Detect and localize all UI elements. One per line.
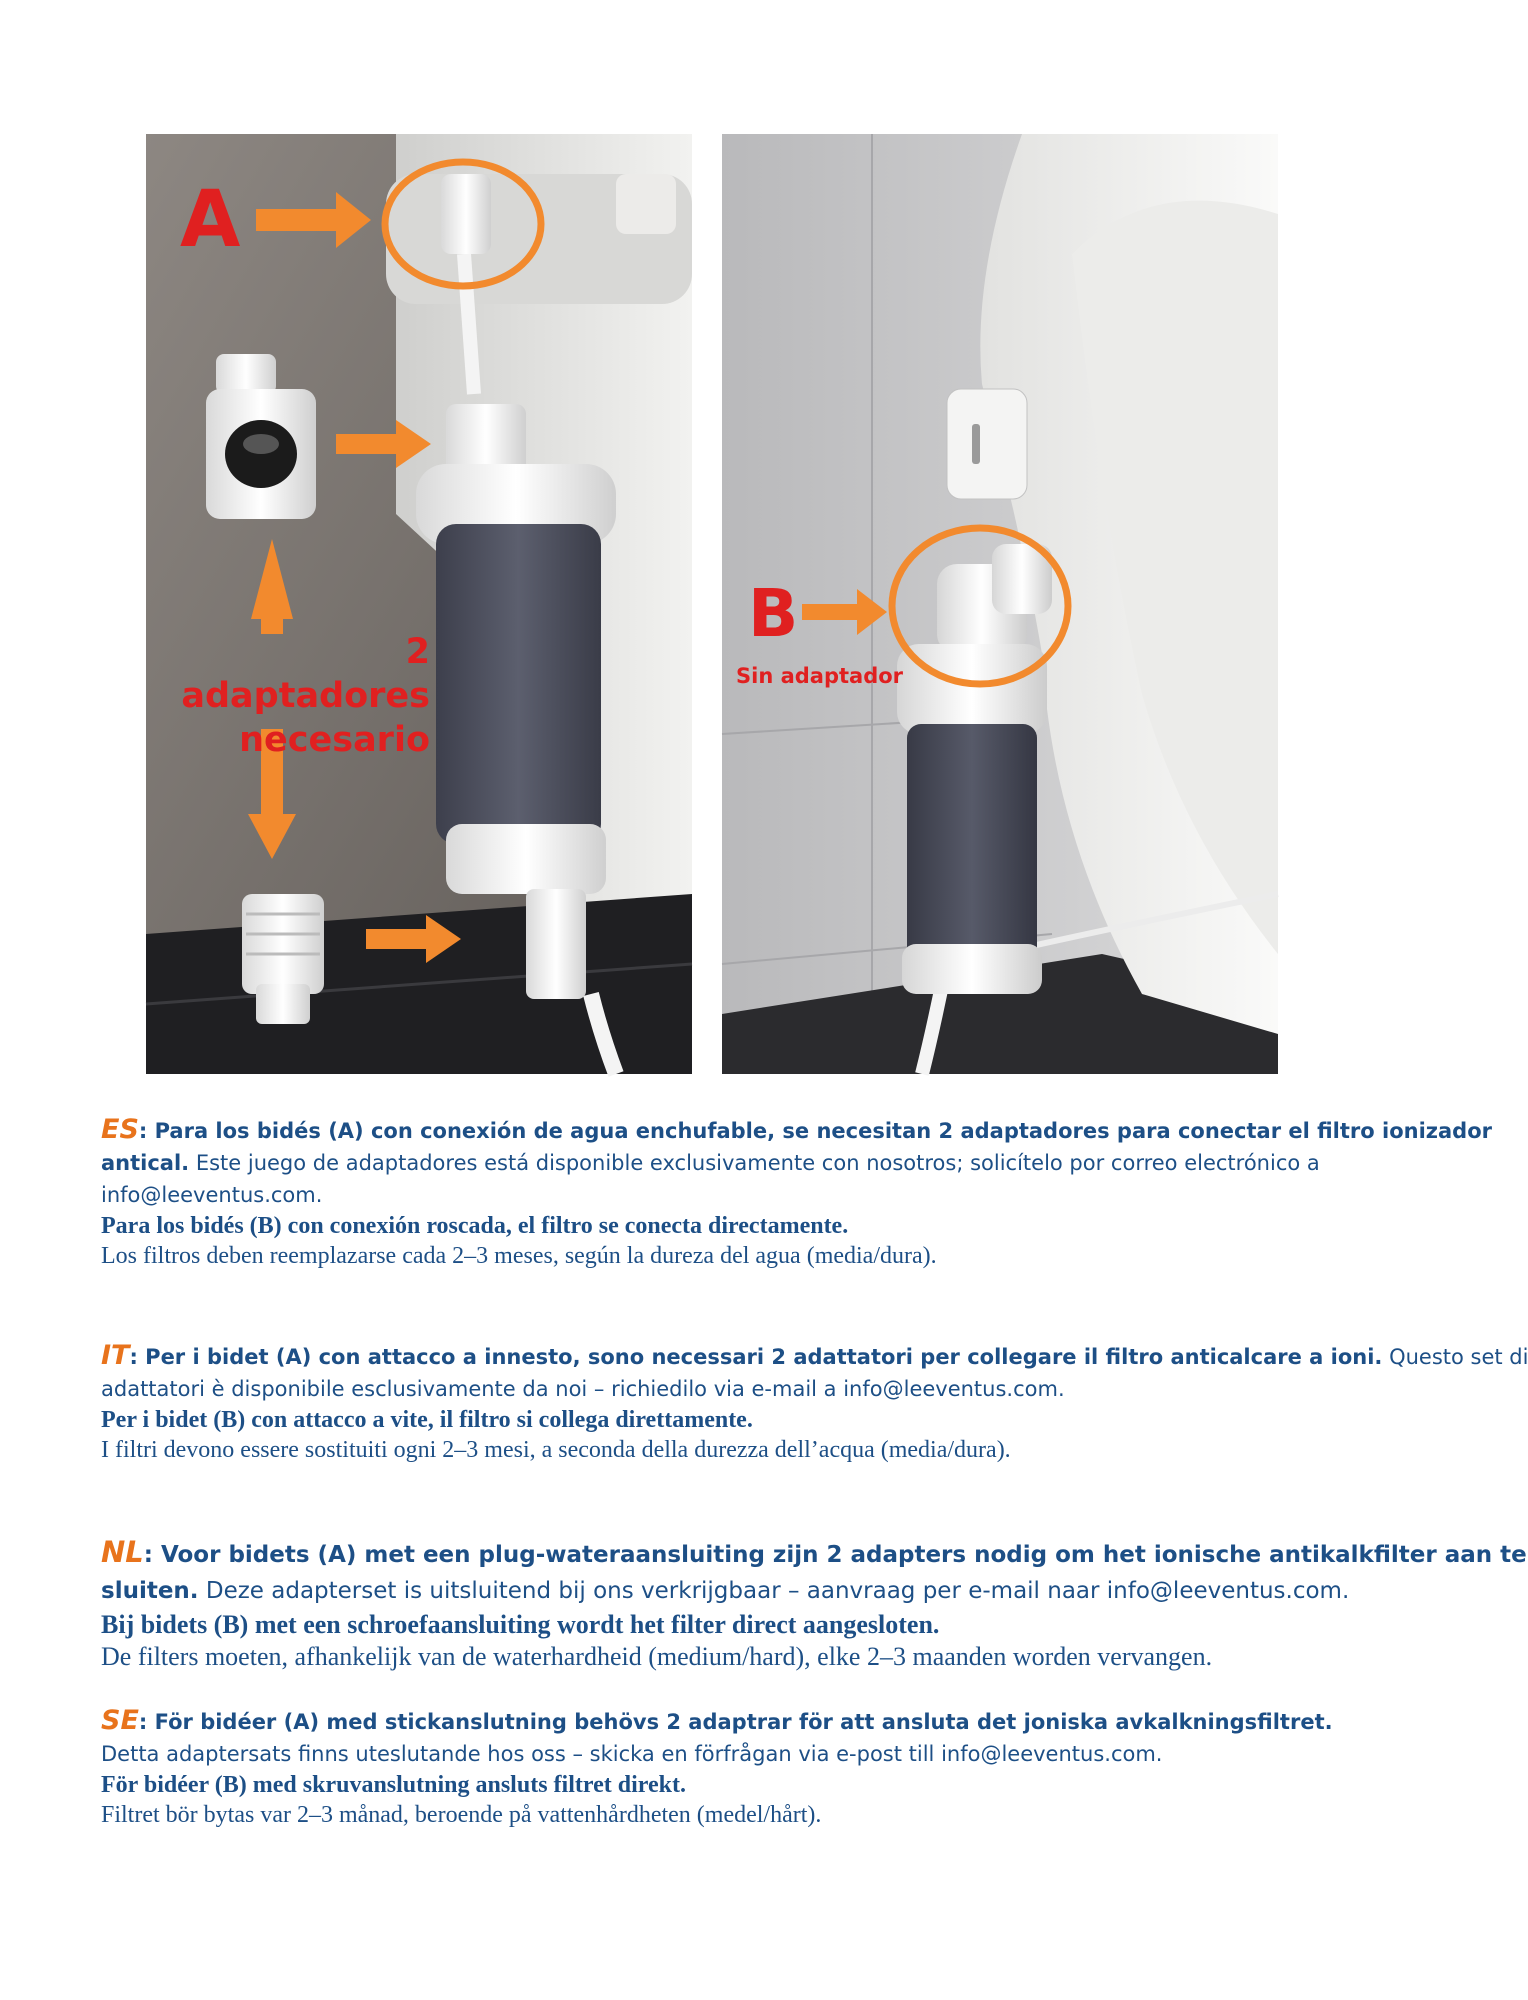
section-it-code: IT <box>101 1340 130 1371</box>
section-it-line3: Per i bidet (B) con attacco a vite, il filtro si collega direttamente. <box>101 1407 753 1433</box>
section-se-line1: : För bidéer (A) med stickanslutning behövs 2 adaptrar för att ansluta det joniska avkalkningsfiltret. <box>138 1710 1333 1734</box>
section-se-line3: För bidéer (B) med skruvanslutning ansluts filtret direkt. <box>101 1772 686 1798</box>
section-es <box>101 1114 1492 1271</box>
adapters-required-line2: necesario <box>239 720 430 760</box>
section-nl-code: NL <box>101 1535 144 1569</box>
section-nl-line2-bold: sluiten. <box>101 1578 199 1604</box>
section-it-line4: I filtri devono essere sostituiti ogni 2–3 mesi, a seconda della durezza dell’acqua (media/dura). <box>101 1437 1011 1463</box>
section-es-line4: Para los bidés (B) con conexión roscada, el filtro se conecta directamente. <box>101 1213 849 1239</box>
section-es-line5: Los filtros deben reemplazarse cada 2–3 meses, según la dureza del agua (media/dura). <box>101 1243 937 1269</box>
photo-threaded-connection <box>722 134 1278 1074</box>
section-nl-line2: Deze adapterset is uitsluitend bij ons verkrijgbaar – aanvraag per e-mail naar info@leeventus.com. <box>198 1578 1350 1604</box>
callout-b-label: B <box>748 575 799 652</box>
no-adapter-label: Sin adaptador <box>736 664 904 688</box>
section-es-line2: Este juego de adaptadores está disponible exclusivamente con nosotros; solicítelo por correo electrónico a <box>189 1151 1320 1175</box>
section-es-code: ES <box>101 1114 139 1145</box>
section-se-line4: Filtret bör bytas var 2–3 månad, beroende på vattenhårdheten (medel/hårt). <box>101 1802 822 1828</box>
section-it-line1-rest: Questo set di <box>1382 1345 1528 1369</box>
section-it-line1: : Per i bidet (A) con attacco a innesto, sono necessari 2 adattatori per collegare il filtro anticalcare a ioni. <box>129 1345 1383 1369</box>
photo-plug-connection <box>146 134 692 1074</box>
section-es-line2-bold: antical. <box>101 1151 190 1175</box>
section-se-code: SE <box>101 1705 139 1736</box>
section-nl-line1: : Voor bidets (A) met een plug-wateraansluiting zijn 2 adapters nodig om het ionische antikalkfilter aan te <box>143 1542 1527 1568</box>
section-nl-line4: De filters moeten, afhankelijk van de waterhardheid (medium/hard), elke 2–3 maanden worden vervangen. <box>101 1642 1213 1671</box>
section-es-line1: : Para los bidés (A) con conexión de agua enchufable, se necesitan 2 adaptadores para conectar el filtro ionizador <box>138 1119 1492 1143</box>
adapters-required-line1: 2 adaptadores <box>181 632 430 716</box>
adapters-required-label <box>162 630 430 762</box>
section-nl-line3: Bij bidets (B) met een schroefaansluiting wordt het filter direct aangesloten. <box>101 1610 940 1639</box>
photo-plug-connection-illustration <box>146 134 692 1074</box>
photo-threaded-connection-illustration <box>722 134 1278 1074</box>
section-es-line3: info@leeventus.com. <box>101 1183 323 1207</box>
section-it <box>101 1340 1528 1465</box>
callout-a-label: A <box>180 175 241 265</box>
section-se <box>101 1705 1401 1830</box>
section-se-line2: Detta adaptersats finns uteslutande hos oss – skicka en förfrågan via e-post till info@leeventus.com. <box>101 1742 1163 1766</box>
section-nl <box>101 1534 1527 1673</box>
section-it-line2: adattatori è disponibile esclusivamente da noi – richiedilo via e-mail a info@leeventus.com. <box>101 1377 1065 1401</box>
